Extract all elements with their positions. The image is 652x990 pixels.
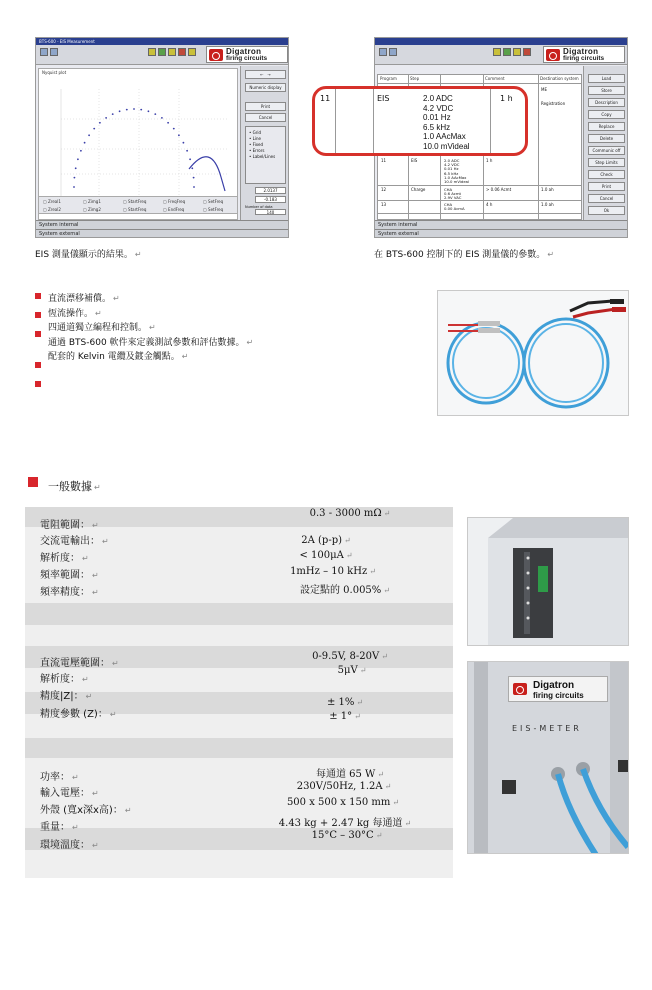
spec-value-text: ± 1% xyxy=(326,697,355,708)
toolbar-button[interactable] xyxy=(389,48,397,56)
toolbar-button[interactable] xyxy=(188,48,196,56)
option-checkbox[interactable]: • Line xyxy=(249,136,261,141)
callout-step-type: EIS xyxy=(377,94,390,103)
spec-label-text: 環境溫度： xyxy=(40,840,90,851)
plot-point xyxy=(193,177,195,179)
toolbar-button[interactable] xyxy=(148,48,156,56)
row-param: CHA xyxy=(444,202,453,207)
value-field-1[interactable]: 2.0137 xyxy=(255,187,286,194)
device-chassis-photo xyxy=(467,517,629,646)
number-of-data-label: Number of data xyxy=(245,205,273,209)
side-button[interactable]: Step Limits xyxy=(588,158,625,167)
plot-point xyxy=(73,186,75,188)
bullet-marker xyxy=(35,312,41,318)
spec-label: 精度|Z|： ↵ xyxy=(40,691,93,702)
spec-label-text: 電阻範圍： xyxy=(40,520,90,531)
row-param: CHA xyxy=(444,187,453,192)
plot-point xyxy=(93,128,95,130)
plot-point xyxy=(193,186,195,188)
spec-label-text: 頻率精度： xyxy=(40,587,90,598)
bullet-marker xyxy=(35,381,41,387)
kelvin-cable-photo xyxy=(437,290,629,416)
window-title-bar xyxy=(375,38,627,45)
feature-item: 通過 BTS-600 軟件來定義測試參數和評估數據。 ↵ xyxy=(48,337,254,348)
legend-item[interactable]: ▢ Zimg2 xyxy=(83,207,101,212)
callout-step-no: 11 xyxy=(320,94,331,103)
toolbar-button[interactable] xyxy=(513,48,521,56)
plot-point xyxy=(173,128,175,130)
spec-value: ± 1% ↵ xyxy=(326,697,364,708)
spec-label: 交流電輸出： ↵ xyxy=(40,536,109,547)
side-label-registration: Registration xyxy=(541,101,566,106)
spec-label: 功率： ↵ xyxy=(40,772,79,783)
row-step-no: 13 xyxy=(381,202,387,207)
row-param: 10.0 mVideal xyxy=(444,179,470,184)
toolbar xyxy=(36,45,288,65)
spec-value-text: 500 x 500 x 150 mm xyxy=(286,797,391,808)
spec-label-text: 外殼 (寬x深x高)： xyxy=(40,805,123,816)
callout-param-line: 6.5 kHz xyxy=(423,122,451,132)
row-duration: 1 h xyxy=(486,158,493,163)
legend-strip xyxy=(38,196,238,214)
status-external: System external xyxy=(375,229,627,238)
row-param: 0.6 Acmt xyxy=(444,191,462,197)
spec-label: 電阻範圍： ↵ xyxy=(40,520,99,531)
row-param: 0.01 Hz xyxy=(444,166,459,172)
section-marker xyxy=(28,477,38,487)
spec-value-text: 5μV xyxy=(337,665,358,676)
plot-point xyxy=(191,167,193,169)
plot-point xyxy=(75,167,77,169)
status-internal: System internal xyxy=(375,220,627,229)
bullet-marker xyxy=(35,331,41,337)
spec-label: 直流電壓範圍： ↵ xyxy=(40,658,119,669)
side-button[interactable]: Description xyxy=(588,98,625,107)
digatron-logo: Digatron firing circuits xyxy=(543,46,625,63)
row-step-no: 12 xyxy=(381,187,387,192)
status-external: System external xyxy=(36,229,288,238)
spec-value: 4.43 kg + 2.47 kg 每通道 ↵ xyxy=(278,818,412,829)
row-param: 1.0 AAcMax xyxy=(444,174,467,180)
eis-results-screenshot xyxy=(35,37,289,238)
side-panel xyxy=(240,66,289,221)
plot-point xyxy=(80,150,82,152)
side-button[interactable]: Ok xyxy=(588,206,625,215)
plot-point xyxy=(119,110,121,112)
legend-item[interactable]: ▢ StartFreq xyxy=(123,207,147,212)
plot-point xyxy=(126,109,128,111)
prev-next-button[interactable]: ← → xyxy=(245,70,286,79)
toolbar-button[interactable] xyxy=(158,48,166,56)
kelvin-cable-image xyxy=(438,291,629,416)
spec-label: 重量： ↵ xyxy=(40,822,79,833)
spec-value-text: < 100μA xyxy=(299,550,344,561)
spec-label: 精度參數 (Z)： ↵ xyxy=(40,709,117,720)
option-checkbox[interactable]: • Fixed xyxy=(249,142,263,147)
row-step-type: Charge xyxy=(411,187,426,192)
spec-label-text: 解析度： xyxy=(40,674,80,685)
spec-value: 500 x 500 x 150 mm ↵ xyxy=(286,797,400,808)
plot-point xyxy=(133,108,135,110)
spec-label-text: 輸入電壓： xyxy=(40,788,90,799)
side-label-me: ME xyxy=(541,87,547,92)
plot-point xyxy=(88,134,90,136)
side-button[interactable]: Check xyxy=(588,170,625,179)
plot-point xyxy=(99,122,101,124)
option-checkbox[interactable]: • Grid xyxy=(249,130,262,135)
digatron-logo-icon xyxy=(546,49,560,61)
spec-label: 解析度： ↵ xyxy=(40,553,89,564)
callout-param-line: 2.0 ADC xyxy=(423,94,453,103)
feature-item: 配套的 Kelvin 電纜及鍍金觸點。 ↵ xyxy=(48,352,189,362)
spec-value: 0-9.5V, 8-20V ↵ xyxy=(312,651,388,662)
device-chassis-image xyxy=(468,518,629,646)
spec-label-text: 解析度： xyxy=(40,553,80,564)
feature-item: 四通道獨立編程和控制。 ↵ xyxy=(48,323,156,333)
side-button[interactable]: Load xyxy=(588,74,625,83)
callout-param-line: 1.0 AAcMax xyxy=(423,132,466,142)
plot-point xyxy=(186,150,188,152)
callout-duration: 1 h xyxy=(500,94,513,103)
row-extra: 1.0 ah xyxy=(541,202,554,207)
spec-value-text: 0.3 - 3000 mΩ xyxy=(309,508,382,519)
options-box xyxy=(245,126,286,184)
row-extra: 1.0 ah xyxy=(541,187,554,192)
spec-label-text: 功率： xyxy=(40,772,70,783)
plot-point xyxy=(178,134,180,136)
spec-value-text: 每通道 65 W xyxy=(315,769,376,780)
spec-value: 設定點的 0.005% ↵ xyxy=(299,585,390,596)
window-title-bar: BTS-600 - EIS Measurement xyxy=(36,38,288,45)
plot-title: Nyquist plot xyxy=(42,70,67,75)
spec-label-text: 交流電輸出： xyxy=(40,536,100,547)
legend-item[interactable]: ▢ SetFreq xyxy=(203,207,224,212)
feature-text: 通過 BTS-600 軟件來定義測試參數和評估數據。 xyxy=(48,337,245,348)
plot-point xyxy=(167,122,169,124)
toolbar-button[interactable] xyxy=(168,48,176,56)
caption-left: EIS 測量儀顯示的結果。 ↵ xyxy=(35,250,142,260)
spec-value-text: 1mHz – 10 kHz xyxy=(290,566,368,577)
option-checkbox[interactable]: • Errors xyxy=(249,148,265,153)
table-header-cell: Comment xyxy=(485,76,505,81)
section-title: 一般數據 ↵ xyxy=(48,480,101,493)
spec-value: 5μV ↵ xyxy=(337,665,367,676)
option-checkbox[interactable]: • Label/Lines xyxy=(249,154,276,159)
spec-value-text: 設定點的 0.005% xyxy=(299,585,382,596)
side-panel xyxy=(583,66,628,221)
legend-item[interactable]: ▢ FreqFreq xyxy=(163,199,186,204)
feature-text: 恆流操作。 xyxy=(48,308,94,319)
side-button[interactable]: Delete xyxy=(588,134,625,143)
side-button[interactable]: Copy xyxy=(588,110,625,119)
side-button[interactable]: Store xyxy=(588,86,625,95)
table-header-cell: Destination system xyxy=(540,76,579,81)
feature-text: 四通道獨立編程和控制。 xyxy=(48,323,148,333)
spec-label: 外殼 (寬x深x高)： ↵ xyxy=(40,805,132,816)
spec-value-text: ± 1° xyxy=(329,711,353,722)
side-button[interactable]: Communic off xyxy=(588,146,625,155)
bullet-marker xyxy=(35,362,41,368)
side-button[interactable]: Print xyxy=(588,182,625,191)
number-of-data-value: 140 xyxy=(255,209,286,215)
spec-value-text: 2A (p-p) xyxy=(301,535,343,546)
row-param: 2.0 ADC xyxy=(444,158,460,163)
side-button[interactable]: Cancel xyxy=(588,194,625,203)
row-param: 2.9V VAC xyxy=(444,195,462,201)
legend-item[interactable]: ▢ StartFreq xyxy=(123,199,147,204)
toolbar-button[interactable] xyxy=(178,48,186,56)
spec-label: 頻率精度： ↵ xyxy=(40,587,99,598)
panel-logo: Digatron firing circuits xyxy=(508,676,608,702)
plot-point xyxy=(140,109,142,111)
toolbar xyxy=(375,45,627,65)
legend-item[interactable]: ▢ Zreal2 xyxy=(43,207,61,212)
plot-point xyxy=(77,158,79,160)
cancel-button[interactable]: Cancel xyxy=(245,113,286,122)
plot-point xyxy=(74,177,76,179)
legend-item[interactable]: ▢ Zreal1 xyxy=(43,199,61,204)
table-header-cell: Step xyxy=(410,76,420,81)
plot-point xyxy=(183,142,185,144)
spec-value: ± 1° ↵ xyxy=(329,711,361,722)
spec-value: 0.3 - 3000 mΩ ↵ xyxy=(309,508,391,519)
digatron-logo: Digatron firing circuits xyxy=(206,46,288,63)
digatron-logo-icon xyxy=(209,49,223,61)
callout-param-line: 4.2 VDC xyxy=(423,103,454,113)
table-header-cell: Program xyxy=(380,76,397,81)
spec-value: < 100μA ↵ xyxy=(299,550,353,561)
row-step-no: 11 xyxy=(381,158,387,163)
spec-value: 230V/50Hz, 1.2A ↵ xyxy=(296,781,392,792)
row-param: 4.2 VDC xyxy=(444,162,460,168)
spec-label-text: 頻率範圍： xyxy=(40,570,90,581)
plot-point xyxy=(161,117,163,119)
legend-item[interactable]: ▢ Zimg1 xyxy=(83,199,101,204)
plot-point xyxy=(105,117,107,119)
eis-meter-label: EIS-METER xyxy=(512,724,582,733)
side-button[interactable]: Replace xyxy=(588,122,625,131)
spec-label: 頻率範圍： ↵ xyxy=(40,570,99,581)
spec-label-text: 精度參數 (Z)： xyxy=(40,709,108,720)
legend-item[interactable]: ▢ SetFreq xyxy=(203,199,224,204)
plot-point xyxy=(148,110,150,112)
toolbar-button[interactable] xyxy=(503,48,511,56)
toolbar-button[interactable] xyxy=(493,48,501,56)
plot-point xyxy=(189,158,191,160)
eis-parameter-callout xyxy=(312,86,528,156)
spec-label-text: 精度|Z|： xyxy=(40,691,84,702)
spec-value: 15°C – 30°C ↵ xyxy=(311,830,383,841)
row-param: 0.00 AcmA xyxy=(444,206,465,212)
feature-text: 直流漂移補償。 xyxy=(48,294,112,304)
toolbar-button[interactable] xyxy=(379,48,387,56)
feature-item: 直流漂移補償。 ↵ xyxy=(48,294,120,304)
feature-text: 配套的 Kelvin 電纜及鍍金觸點。 xyxy=(48,352,180,362)
callout-param-line: 0.01 Hz xyxy=(423,113,451,123)
spec-label-text: 直流電壓範圍： xyxy=(40,658,110,669)
spec-label: 解析度： ↵ xyxy=(40,674,89,685)
value-field-2[interactable]: -0.183 xyxy=(255,196,286,203)
spec-label: 輸入電壓： ↵ xyxy=(40,788,99,799)
print-button[interactable]: Print xyxy=(245,102,286,111)
plot-point xyxy=(84,142,86,144)
feature-item: 恆流操作。 ↵ xyxy=(48,308,102,319)
legend-item[interactable]: ▢ EndFreq xyxy=(163,207,185,212)
row-duration: 4 h xyxy=(486,202,493,207)
eis-meter-panel-photo xyxy=(467,661,629,854)
callout-param-line: 10.0 mVideal xyxy=(423,142,470,151)
bullet-marker xyxy=(35,293,41,299)
spec-value: 2A (p-p) ↵ xyxy=(301,535,351,546)
spec-value: 1mHz – 10 kHz ↵ xyxy=(290,566,376,577)
row-step-type: EIS xyxy=(411,158,418,163)
plot-point xyxy=(154,113,156,115)
status-internal: System internal xyxy=(36,220,288,229)
spec-value-text: 0-9.5V, 8-20V xyxy=(312,651,380,662)
toolbar-button[interactable] xyxy=(523,48,531,56)
spec-value-text: 4.43 kg + 2.47 kg 每通道 xyxy=(278,818,403,829)
numeric-display-button[interactable]: Numeric display xyxy=(245,83,286,92)
spec-value-text: 230V/50Hz, 1.2A xyxy=(296,781,383,792)
spec-value-text: 15°C – 30°C xyxy=(311,830,374,841)
spec-label: 環境溫度： ↵ xyxy=(40,840,99,851)
toolbar-button[interactable] xyxy=(40,48,48,56)
row-duration: > 0.06 Acmt xyxy=(486,187,512,192)
plot-point xyxy=(112,113,114,115)
toolbar-button[interactable] xyxy=(50,48,58,56)
caption-right: 在 BTS-600 控制下的 EIS 測量儀的參數。 ↵ xyxy=(374,250,555,260)
spec-label-text: 重量： xyxy=(40,822,70,833)
spec-value: 每通道 65 W ↵ xyxy=(315,769,385,780)
row-param: 6.5 kHz xyxy=(444,170,459,176)
panel-connectors xyxy=(468,662,629,854)
